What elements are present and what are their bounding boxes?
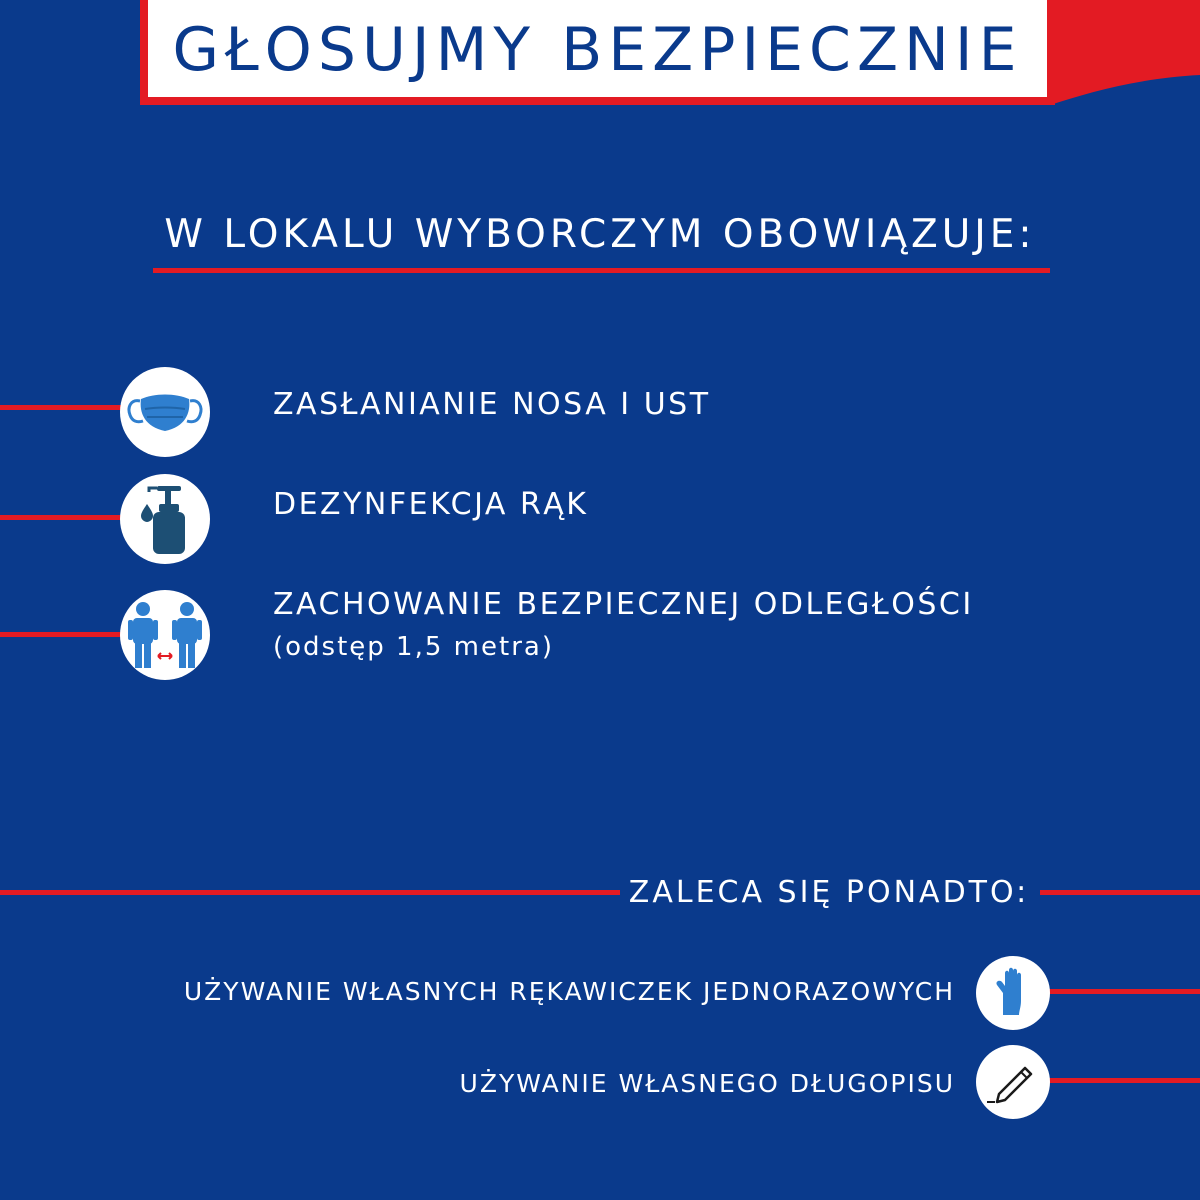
divider-line	[0, 890, 620, 895]
divider-line	[1045, 1078, 1200, 1083]
icon-circle	[976, 956, 1050, 1030]
requirement-mask-text: ZASŁANIANIE NOSA I UST	[273, 387, 711, 422]
icon-circle	[120, 367, 210, 457]
pen-icon	[985, 1060, 1041, 1104]
face-mask-icon	[125, 387, 205, 437]
subtitle-underline	[153, 268, 1050, 273]
requirement-distance-note: (odstęp 1,5 metra)	[273, 632, 554, 662]
title-banner	[140, 0, 1055, 105]
icon-circle	[976, 1045, 1050, 1119]
section-subtitle: W LOKALU WYBORCZYM OBOWIĄZUJE:	[164, 212, 1036, 257]
divider-line	[1040, 890, 1200, 895]
page-title: GŁOSUJMY BEZPIECZNIE	[172, 14, 1023, 85]
requirement-disinfection-text: DEZYNFEKCJA RĄK	[273, 487, 589, 522]
divider-line	[0, 405, 125, 410]
glove-icon	[993, 967, 1033, 1019]
divider-line	[1045, 989, 1200, 994]
divider-line	[0, 632, 125, 637]
recommendation-pen-text: UŻYWANIE WŁASNEGO DŁUGOPISU	[459, 1069, 955, 1098]
recommendation-gloves-text: UŻYWANIE WŁASNYCH RĘKAWICZEK JEDNORAZOWYCH	[183, 977, 955, 1006]
recommendations-header: ZALECA SIĘ PONADTO:	[628, 875, 1030, 910]
requirement-distance-text: ZACHOWANIE BEZPIECZNEJ ODLEGŁOŚCI	[273, 587, 974, 622]
hand-sanitizer-icon	[135, 482, 195, 556]
social-distance-icon	[125, 600, 205, 670]
icon-circle	[120, 590, 210, 680]
divider-line	[0, 515, 125, 520]
icon-circle	[120, 474, 210, 564]
